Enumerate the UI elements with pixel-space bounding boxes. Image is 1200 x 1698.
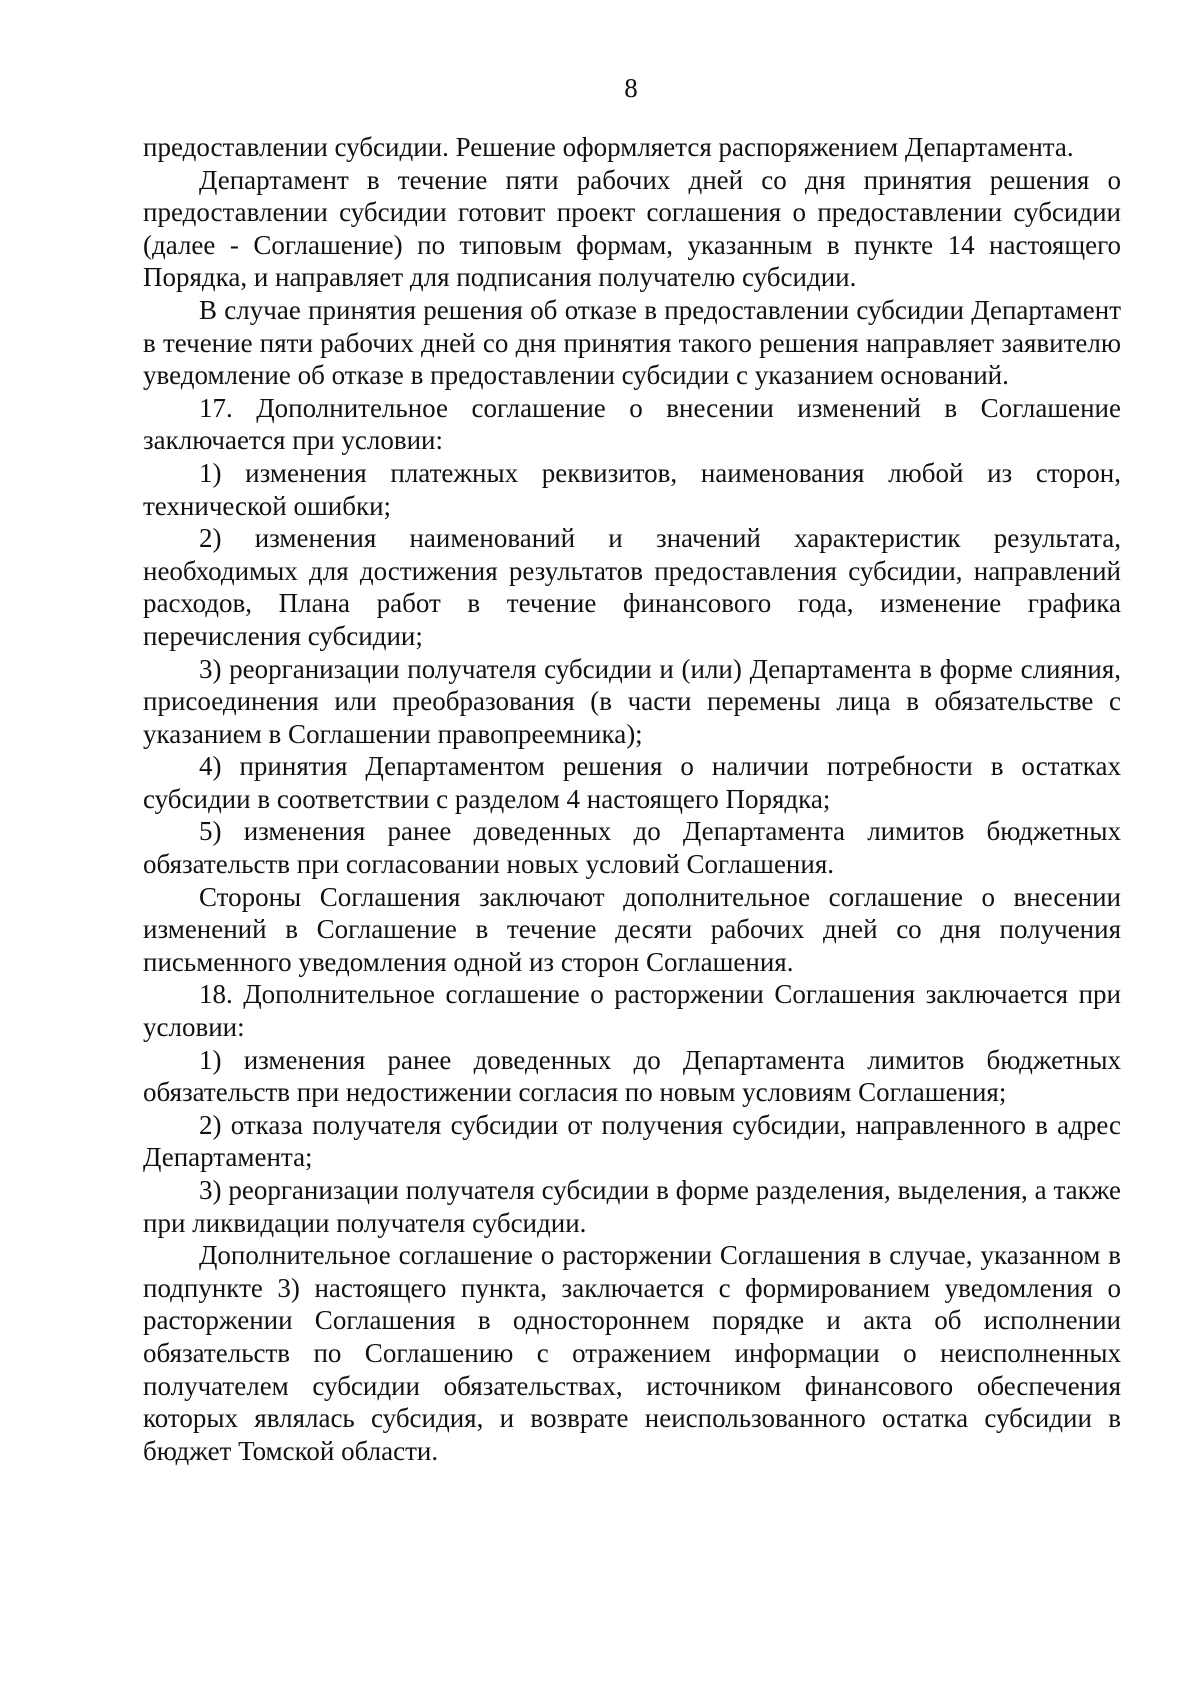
- paragraph: Стороны Соглашения заключают дополнительное соглашение о внесении изменений в Соглашение в течение десяти рабочих дней со дня получения письменного уведомления одной из сторон Соглашения.: [143, 881, 1121, 977]
- paragraph: 4) принятия Департаментом решения о наличии потребности в остатках субсидии в соответствии с разделом 4 настоящего Порядка;: [143, 751, 1121, 814]
- paragraph: 1) изменения платежных реквизитов, наименования любой из сторон, технической ошибки;: [143, 457, 1121, 521]
- paragraph: Департамент в течение пяти рабочих дней со дня принятия решения о предоставлении субсидии готовит проект соглашения о предоставлении субсидии (далее - Соглашение) по типовым формам, указанным в пункте 14 настоящего Порядка, и направляет для подписания получателю субсидии.: [143, 164, 1121, 293]
- document-body: [143, 131, 1121, 1467]
- paragraph: 1) изменения ранее доведенных до Департамента лимитов бюджетных обязательств при недостижении согласия по новым условиям Соглашения;: [143, 1044, 1121, 1108]
- paragraph: 18. Дополнительное соглашение о расторжении Соглашения заключается при условии:: [143, 979, 1121, 1043]
- paragraph: 2) изменения наименований и значений характеристик результата, необходимых для достижения результатов предоставления субсидии, направлений расходов, Плана работ в течение финансового года, изменение графика перечисления субсидии;: [143, 523, 1121, 651]
- paragraph: 17. Дополнительное соглашение о внесении изменений в Соглашение заключается при условии:: [143, 392, 1121, 456]
- paragraph: 3) реорганизации получателя субсидии и (или) Департамента в форме слияния, присоединения или преобразования (в части перемены лица в обязательстве с указанием в Соглашении правопреемника);: [143, 653, 1121, 749]
- paragraph: 3) реорганизации получателя субсидии в форме разделения, выделения, а также при ликвидации получателя субсидии.: [143, 1175, 1121, 1238]
- page-number: 8: [624, 73, 638, 103]
- paragraph: предоставлении субсидии. Решение оформляется распоряжением Департамента.: [143, 132, 1074, 162]
- paragraph: 5) изменения ранее доведенных до Департамента лимитов бюджетных обязательств при согласовании новых условий Соглашения.: [143, 816, 1121, 880]
- paragraph: В случае принятия решения об отказе в предоставлении субсидии Департамент в течение пяти рабочих дней со дня принятия такого решения направляет заявителю уведомление об отказе в предоставлении субсидии с указанием оснований.: [143, 294, 1121, 391]
- paragraph: Дополнительное соглашение о расторжении Соглашения в случае, указанном в подпункте 3) настоящего пункта, заключается с формированием уведомления о расторжении Соглашения в одностороннем порядке и акта об исполнении обязательств по Соглашению с отражением информации о неисполненных получателем субсидии обязательствах, источником финансового обеспечения которых являлась субсидия, и возврате неиспользованного остатка субсидии в бюджет Томской области.: [143, 1240, 1121, 1466]
- paragraph: 2) отказа получателя субсидии от получения субсидии, направленного в адрес Департамента;: [143, 1109, 1121, 1173]
